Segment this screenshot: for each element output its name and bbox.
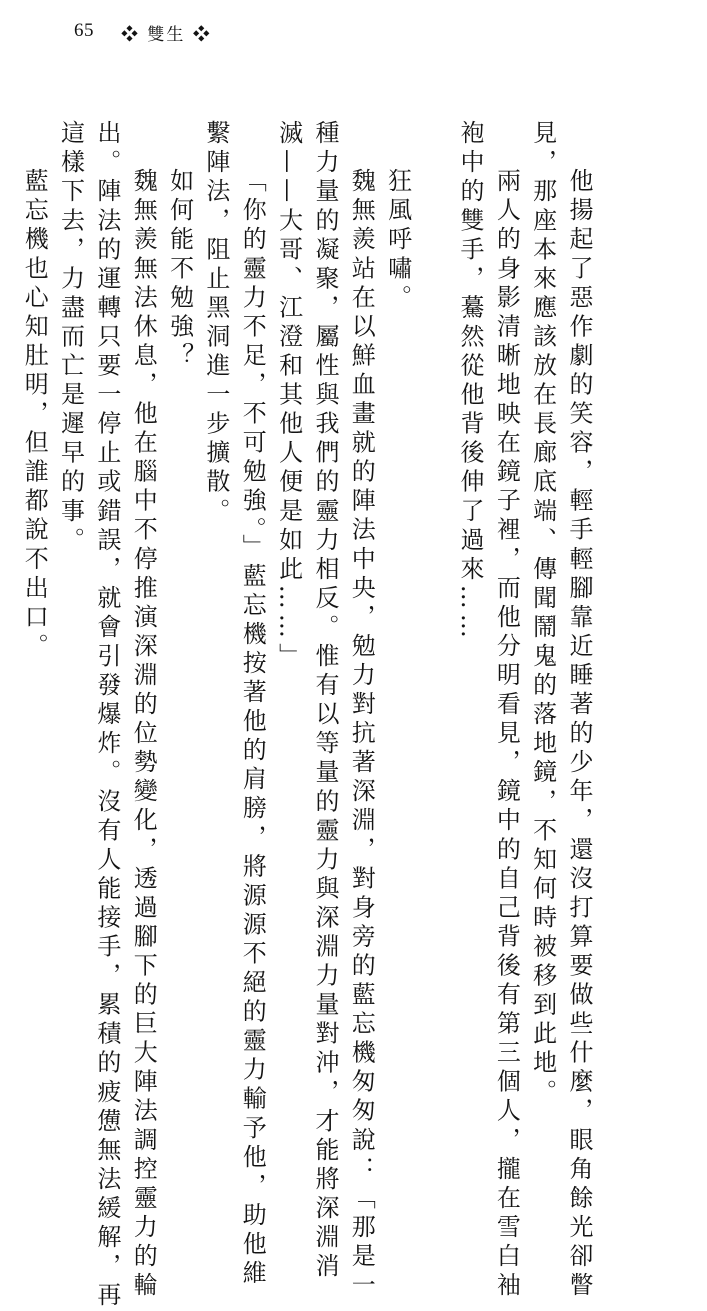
running-title: ❖ 雙生 ❖ [121,25,212,45]
paragraph-line-14: 這樣下去，力盡而亡是遲早的事。 [56,120,85,556]
paragraph-line-13: 出。陣法的運轉只要一停止或錯誤，就會引發爆炸。沒有人能接手，累積的疲憊無法緩解，再 [92,120,121,1311]
paragraph-line-10: 繫陣法，阻止黑洞進一步擴散。 [201,120,230,527]
body-text [16,120,597,1311]
paragraph-line-12: 魏無羨無法休息，他在腦中不停推演深淵的位勢變化，透過腳下的巨大陣法調控靈力的輪 [129,168,158,1301]
paragraph-line-15: 藍忘機也心知肚明，但誰都說不出口。 [20,168,49,662]
paragraph-line-11: 如何能不勉強？ [165,168,194,372]
paragraph-line-3: 兩人的身影清晰地映在鏡子裡，而他分明看見，鏡中的自己背後有第三個人，攏在雪白袖 [492,168,521,1301]
paragraph-line-4: 袍中的雙手，驀然從他背後伸了過來…… [455,120,484,643]
page-number: 65 [74,20,94,41]
paragraph-line-9: 「你的靈力不足，不可勉強。」藍忘機按著他的肩膀，將源源不絕的靈力輸予他，助他維 [238,168,267,1289]
paragraph-line-7: 種力量的凝聚，屬性與我們的靈力相反。惟有以等量的靈力與深淵力量對沖，才能將深淵消 [310,120,339,1282]
paragraph-line-8: 滅——大哥、江澄和其他人便是如此……」 [274,120,303,672]
paragraph-line-1: 他揚起了惡作劇的笑容，輕手輕腳靠近睡著的少年，還沒打算要做些什麼，眼角餘光卻瞥 [565,168,593,1301]
paragraph-line-6: 魏無羨站在以鮮血畫就的陣法中央，勉力對抗著深淵，對身旁的藍忘機匆匆說：「那是一 [347,168,376,1301]
paragraph-line-2: 見，那座本來應該放在長廊底端、傳聞鬧鬼的落地鏡，不知何時被移到此地。 [528,120,557,1108]
paragraph-line-5: 狂風呼嘯。 [383,168,412,314]
